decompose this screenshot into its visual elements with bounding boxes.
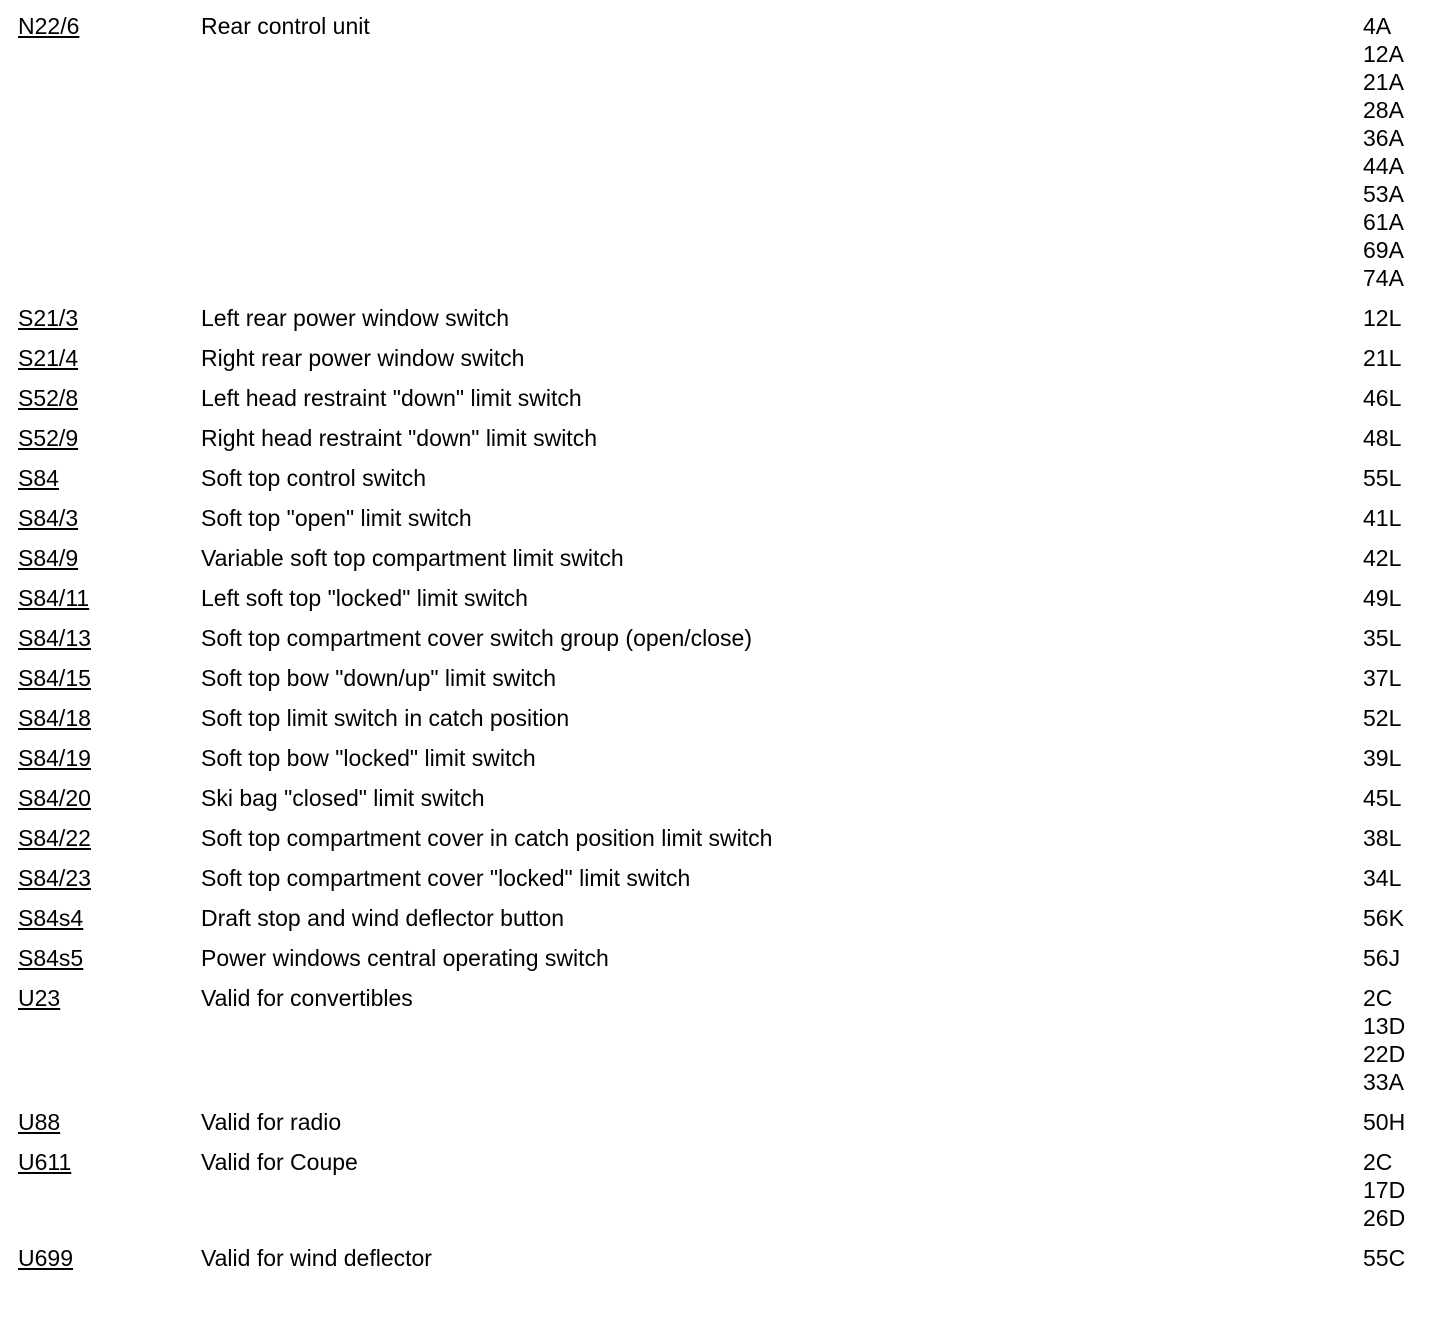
component-code-link[interactable]: S84 xyxy=(18,465,59,491)
legend-row xyxy=(0,422,1440,462)
legend-row xyxy=(0,622,1440,662)
component-code-link[interactable]: U699 xyxy=(18,1245,73,1271)
grid-reference: 61A xyxy=(1363,209,1404,235)
component-description: Variable soft top compartment limit switch xyxy=(201,545,624,571)
grid-reference-list xyxy=(1363,342,1440,372)
legend-row xyxy=(0,10,1440,302)
legend-row xyxy=(0,862,1440,902)
grid-reference-list xyxy=(1363,1242,1440,1272)
component-code-link[interactable]: S52/9 xyxy=(18,425,79,451)
legend-row xyxy=(0,942,1440,982)
component-description: Ski bag "closed" limit switch xyxy=(201,785,485,811)
component-description: Soft top bow "down/up" limit switch xyxy=(201,665,557,691)
component-code-link[interactable]: S84s4 xyxy=(18,905,84,931)
grid-reference: 22D xyxy=(1363,1041,1406,1067)
component-code-link[interactable]: S84/22 xyxy=(18,825,91,851)
component-description: Right head restraint "down" limit switch xyxy=(201,425,597,451)
component-code-link[interactable]: S21/4 xyxy=(18,345,79,371)
grid-reference-list xyxy=(1363,462,1440,492)
grid-reference-list xyxy=(1363,702,1440,732)
component-description: Left soft top "locked" limit switch xyxy=(201,585,528,611)
grid-reference: 41L xyxy=(1363,505,1402,531)
component-description: Soft top control switch xyxy=(201,465,426,491)
legend-row xyxy=(0,782,1440,822)
component-description: Soft top limit switch in catch position xyxy=(201,705,570,731)
component-description: Left head restraint "down" limit switch xyxy=(201,385,582,411)
component-description: Valid for wind deflector xyxy=(201,1245,432,1271)
component-code-link[interactable]: U23 xyxy=(18,985,61,1011)
component-description: Soft top compartment cover "locked" limit switch xyxy=(201,865,691,891)
legend-row xyxy=(0,302,1440,342)
component-description: Power windows central operating switch xyxy=(201,945,609,971)
legend-row xyxy=(0,742,1440,782)
grid-reference-list xyxy=(1363,422,1440,452)
grid-reference: 17D xyxy=(1363,1177,1406,1203)
grid-reference-list xyxy=(1363,302,1440,332)
component-code-link[interactable]: U88 xyxy=(18,1109,61,1135)
grid-reference: 39L xyxy=(1363,745,1402,771)
grid-reference-list xyxy=(1363,902,1440,932)
grid-reference: 55L xyxy=(1363,465,1402,491)
component-code-link[interactable]: S84/18 xyxy=(18,705,91,731)
grid-reference-list xyxy=(1363,742,1440,772)
component-description: Left rear power window switch xyxy=(201,305,510,331)
grid-reference: 13D xyxy=(1363,1013,1406,1039)
component-code-link[interactable]: S84/23 xyxy=(18,865,91,891)
grid-reference-list xyxy=(1363,542,1440,572)
component-code-link[interactable]: S84/19 xyxy=(18,745,91,771)
grid-reference: 56J xyxy=(1363,945,1401,971)
component-code-link[interactable]: S52/8 xyxy=(18,385,79,411)
grid-reference-list xyxy=(1363,822,1440,852)
grid-reference: 2C xyxy=(1363,1149,1393,1175)
grid-reference-list xyxy=(1363,382,1440,412)
grid-reference: 50H xyxy=(1363,1109,1406,1135)
component-description: Soft top "open" limit switch xyxy=(201,505,472,531)
legend-row xyxy=(0,382,1440,422)
grid-reference: 45L xyxy=(1363,785,1402,811)
grid-reference: 55C xyxy=(1363,1245,1406,1271)
grid-reference: 33A xyxy=(1363,1069,1404,1095)
legend-row xyxy=(0,982,1440,1106)
grid-reference: 49L xyxy=(1363,585,1402,611)
grid-reference: 38L xyxy=(1363,825,1402,851)
grid-reference: 12A xyxy=(1363,41,1404,67)
grid-reference: 37L xyxy=(1363,665,1402,691)
grid-reference-list xyxy=(1363,582,1440,612)
grid-reference: 42L xyxy=(1363,545,1402,571)
component-code-link[interactable]: N22/6 xyxy=(18,13,80,39)
legend-row xyxy=(0,822,1440,862)
grid-reference: 21A xyxy=(1363,69,1404,95)
grid-reference: 12L xyxy=(1363,305,1402,331)
component-description: Valid for radio xyxy=(201,1109,342,1135)
grid-reference: 2C xyxy=(1363,985,1393,1011)
component-legend-table xyxy=(0,10,1440,1282)
component-description: Soft top compartment cover switch group (open/close) xyxy=(201,625,752,651)
legend-row xyxy=(0,462,1440,502)
grid-reference-list xyxy=(1363,942,1440,972)
grid-reference-list xyxy=(1363,862,1440,892)
grid-reference: 48L xyxy=(1363,425,1402,451)
legend-row xyxy=(0,902,1440,942)
legend-row xyxy=(0,662,1440,702)
grid-reference: 26D xyxy=(1363,1205,1406,1231)
grid-reference: 69A xyxy=(1363,237,1404,263)
component-code-link[interactable]: U611 xyxy=(18,1149,72,1175)
grid-reference: 52L xyxy=(1363,705,1402,731)
grid-reference: 53A xyxy=(1363,181,1404,207)
component-description: Soft top compartment cover in catch position limit switch xyxy=(201,825,773,851)
component-code-link[interactable]: S84/15 xyxy=(18,665,91,691)
component-code-link[interactable]: S84/11 xyxy=(18,585,90,611)
grid-reference-list xyxy=(1363,622,1440,652)
grid-reference-list xyxy=(1363,662,1440,692)
grid-reference-list xyxy=(1363,782,1440,812)
grid-reference: 35L xyxy=(1363,625,1402,651)
grid-reference-list xyxy=(1363,502,1440,532)
grid-reference-list xyxy=(1363,10,1440,292)
grid-reference: 36A xyxy=(1363,125,1404,151)
legend-row xyxy=(0,1242,1440,1282)
legend-row xyxy=(0,342,1440,382)
component-code-link[interactable]: S84/13 xyxy=(18,625,91,651)
component-description: Draft stop and wind deflector button xyxy=(201,905,565,931)
grid-reference: 34L xyxy=(1363,865,1402,891)
component-code-link[interactable]: S84/20 xyxy=(18,785,91,811)
grid-reference: 21L xyxy=(1363,345,1402,371)
grid-reference-list xyxy=(1363,1106,1440,1136)
legend-row xyxy=(0,1106,1440,1146)
component-code-link[interactable]: S84/9 xyxy=(18,545,79,571)
legend-row xyxy=(0,702,1440,742)
grid-reference: 28A xyxy=(1363,97,1404,123)
grid-reference: 46L xyxy=(1363,385,1402,411)
component-description: Rear control unit xyxy=(201,13,370,39)
component-description: Valid for convertibles xyxy=(201,985,413,1011)
legend-row xyxy=(0,542,1440,582)
component-description: Valid for Coupe xyxy=(201,1149,358,1175)
grid-reference-list xyxy=(1363,982,1440,1096)
component-code-link[interactable]: S84s5 xyxy=(18,945,84,971)
legend-row xyxy=(0,1146,1440,1242)
grid-reference-list xyxy=(1363,1146,1440,1232)
legend-row xyxy=(0,582,1440,622)
component-description: Right rear power window switch xyxy=(201,345,525,371)
grid-reference: 4A xyxy=(1363,13,1392,39)
component-description: Soft top bow "locked" limit switch xyxy=(201,745,536,771)
component-code-link[interactable]: S21/3 xyxy=(18,305,79,331)
grid-reference: 44A xyxy=(1363,153,1404,179)
legend-row xyxy=(0,502,1440,542)
grid-reference: 56K xyxy=(1363,905,1404,931)
component-code-link[interactable]: S84/3 xyxy=(18,505,79,531)
grid-reference: 74A xyxy=(1363,265,1404,291)
